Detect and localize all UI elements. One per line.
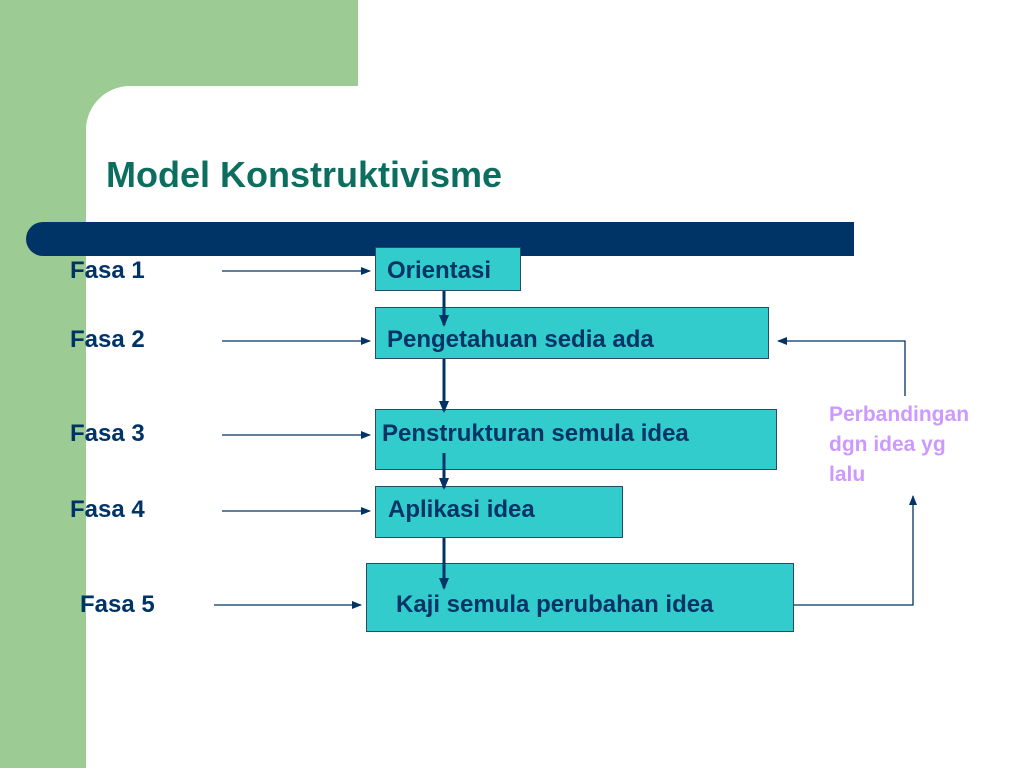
step-label-penstrukturan: Penstrukturan semula idea — [382, 420, 689, 447]
phase-label-3: Fasa 3 — [70, 420, 145, 447]
step-label-aplikasi: Aplikasi idea — [388, 496, 535, 523]
phase-label-4: Fasa 4 — [70, 496, 145, 523]
step-label-orientasi: Orientasi — [387, 257, 492, 284]
feedback-note-line-1: Perbandingan — [829, 403, 970, 426]
phase-label-2: Fasa 2 — [70, 326, 145, 353]
phase-label-5: Fasa 5 — [80, 591, 155, 618]
feedback-note-line-3: lalu — [829, 463, 866, 486]
slide-title: Model Konstruktivisme — [106, 154, 503, 195]
feedback-arrow-out — [794, 496, 913, 605]
phase-label-1: Fasa 1 — [70, 257, 145, 284]
step-label-kaji-semula: Kaji semula perubahan idea — [396, 591, 714, 618]
feedback-note — [829, 400, 1019, 490]
feedback-note-line-2: dgn idea yg — [829, 433, 946, 456]
feedback-arrow-in — [778, 341, 905, 396]
step-label-pengetahuan: Pengetahuan sedia ada — [387, 326, 654, 353]
